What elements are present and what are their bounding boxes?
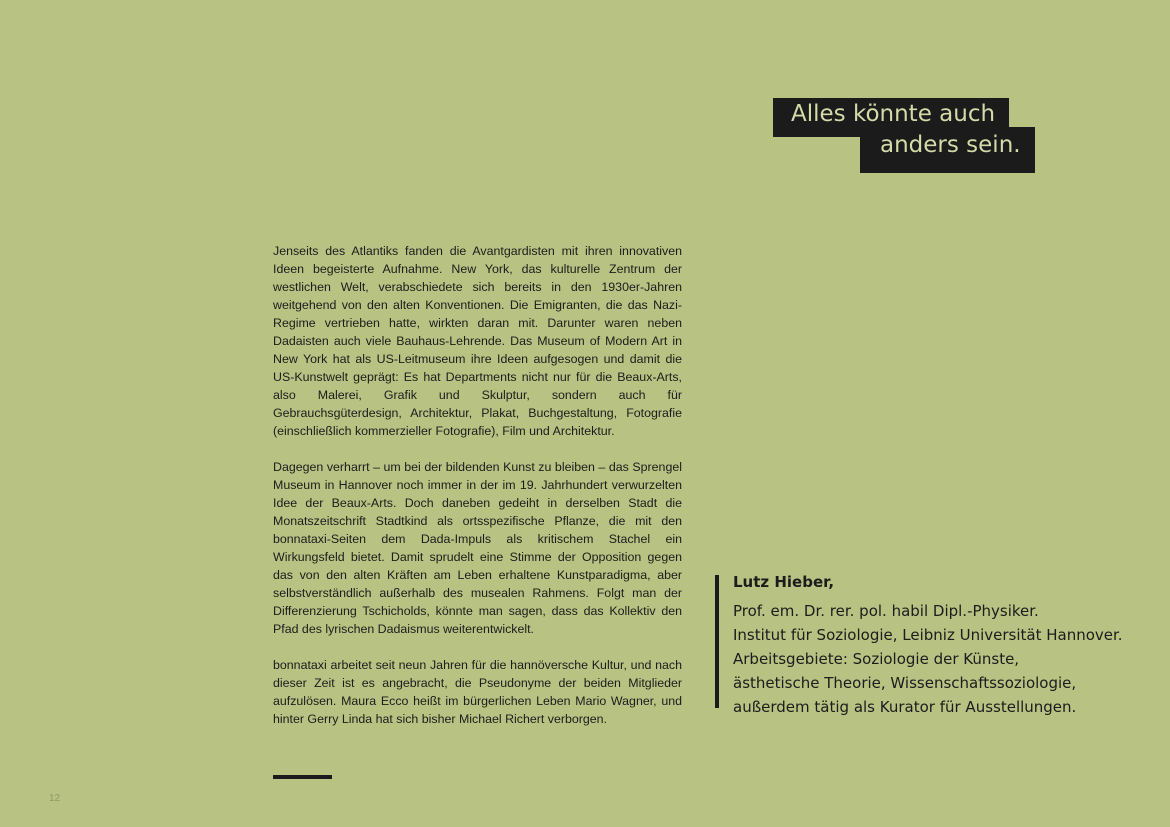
body-paragraph-3: bonnataxi arbeitet seit neun Jahren für die hannöversche Kultur, und nach dieser Zeit ist es angebracht, die Pseudonyme der beiden Mitglieder aufzulösen. Maura Ecco heißt im bürgerlichen Leben Mario Wagner, und hinter Gerry Linda hat sich bisher Michael Richert verborgen. (273, 658, 682, 726)
page-number: 12 (49, 793, 61, 804)
author-bio-line: Prof. em. Dr. rer. pol. habil Dipl.-Physiker. (733, 602, 1039, 620)
bio-accent-bar (715, 575, 719, 708)
author-bio-line: ästhetische Theorie, Wissenschaftssoziologie, (733, 674, 1077, 692)
end-rule (273, 775, 332, 779)
article-body (273, 242, 682, 746)
title-line-1: Alles könnte auch (773, 98, 1009, 137)
body-paragraph-2: Dagegen verharrt – um bei der bildenden Kunst zu bleiben – das Sprengel Museum in Hannover noch immer in der im 19. Jahrhundert verwurzelten Idee der Beaux-Arts. Doch daneben gedeiht in derselben Stadt die Monatszeitschrift Stadtkind als ortsspezifische Pflanze, die mit den bonnataxi-Seiten dem Dada-Impuls als kritischem Stachel ein Wirkungsfeld bietet. Damit sprudelt eine Stimme der Opposition gegen das von den alten Kräften am Leben erhaltene Kunstparadigma, aber selbstverständlich außerhalb des musealen Rahmens. Folgt man der Differenzierung Tschicholds, könnte man sagen, dass das Kollektiv den Pfad des lyrischen Dadaismus weiterentwickelt. (273, 460, 682, 636)
title-line-2: anders sein. (860, 127, 1035, 173)
body-paragraph-1: Jenseits des Atlantiks fanden die Avantgardisten mit ihren innovativen Ideen begeisterte Aufnahme. New York, das kulturelle Zentrum der westlichen Welt, verabschiedete sich bereits in den 1930er-Jahren weitgehend von den alten Konventionen. Die Emigranten, die das Nazi-Regime vertrieben hatte, wirkten daran mit. Darunter waren neben Dadaisten auch viele Bauhaus-Lehrende. Das Museum of Modern Art in New York hat als US-Leitmuseum ihre Ideen aufgesogen und damit die US-Kunstwelt geprägt: Es hat Departments nicht nur für die Beaux-Arts, also Malerei, Grafik und Skulptur, sondern auch für Gebrauchsgüterdesign, Architektur, Plakat, Buchgestaltung, Fotografie (einschließlich kommerzieller Fotografie), Film und Architektur. (273, 244, 682, 438)
author-bio-line: Arbeitsgebiete: Soziologie der Künste, (733, 650, 1020, 668)
author-bio (733, 570, 1153, 719)
author-bio-line: außerdem tätig als Kurator für Ausstellungen. (733, 698, 1077, 716)
author-bio-line: Institut für Soziologie, Leibniz Universität Hannover. (733, 626, 1123, 644)
author-name: Lutz Hieber, (733, 573, 835, 591)
